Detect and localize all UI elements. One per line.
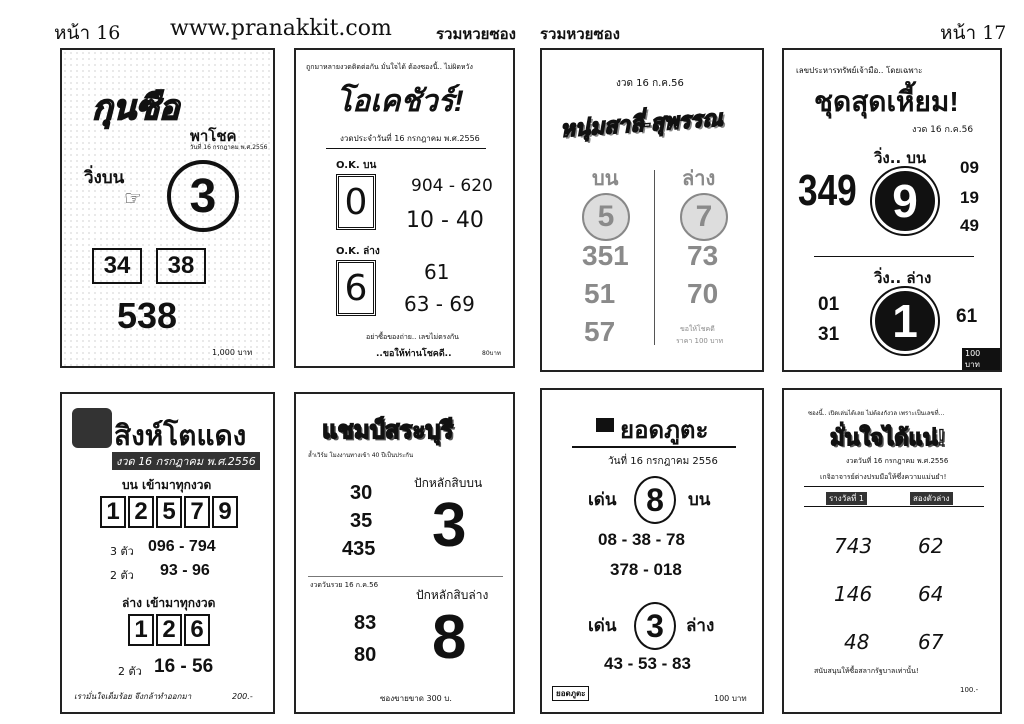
lower-number-1: 83 — [354, 612, 377, 634]
lower-left-number-1: 01 — [818, 294, 840, 315]
card-date: งวด 16 ก.ค.56 — [912, 125, 974, 135]
lower-label: ปักหลักสิบล่าง — [416, 588, 489, 602]
upper-digit-box-2 — [128, 496, 154, 528]
card-date: งวดวันที่ 16 กรกฎาคม พ.ศ.2556 — [846, 457, 949, 465]
card-date: งวดประจำวันที่ 16 กรกฎาคม พ.ศ.2556 — [340, 134, 480, 143]
column-2-label: ล่าง — [682, 168, 716, 190]
upper-line-2: 378 - 018 — [610, 560, 682, 579]
run-label: วิ่งบน — [84, 168, 125, 188]
two-digit-label: 2 ตัว — [110, 569, 134, 582]
lower-label: O.K. ล่าง — [336, 246, 380, 257]
upper-digit-box-1 — [100, 496, 126, 528]
upper-number-3: 435 — [342, 538, 376, 560]
column-1-label: รางวัลที่ 1 — [826, 492, 867, 505]
footer-note: เรามั่นใจเต็มร้อย จึงกล้าทำออกมา — [74, 692, 192, 701]
column-2-number-3: 67 — [918, 630, 944, 654]
upper-right-number-1: 09 — [960, 158, 979, 177]
footer-note: สนับสนุนให้ซื้อสลากรัฐบาลเท่านั้น! — [814, 667, 919, 675]
lower-lead: เด่น — [588, 616, 617, 635]
lower-digit-3: 6 — [190, 616, 204, 643]
column-1-number-1: 351 — [582, 240, 629, 271]
number-1: 34 — [103, 252, 131, 279]
upper-label: บน เข้ามาทุกงวด — [122, 478, 212, 492]
column-1-number-1: 743 — [834, 534, 873, 558]
divider-2 — [804, 506, 984, 507]
card-date: งวด 16 ก.ค.56 — [616, 78, 684, 89]
number-2: 38 — [167, 252, 195, 279]
top-note: ซองนี้.. เปิดเล่นได้เลย ไม่ต้องกังวล เพราะเป็นเลขที่... — [808, 410, 945, 417]
logo-icon — [596, 418, 614, 432]
page-number-left: หน้า 16 — [54, 22, 121, 44]
card-title: ชุดสุดเหี้ยม! — [814, 86, 959, 117]
column-1-label: บน — [592, 168, 619, 190]
upper-number: 0 — [344, 181, 368, 223]
upper-digit-2: 2 — [134, 498, 148, 525]
lower-main-circle — [872, 288, 938, 354]
divider — [804, 486, 984, 487]
lower-main-circle — [634, 602, 676, 650]
price: 80บาท — [482, 350, 501, 357]
column-2-number-2: 64 — [918, 582, 944, 606]
site-url[interactable]: www.pranakkit.com — [170, 16, 392, 41]
card-title: หนุ่มสาลี่-สุพรรณ — [559, 105, 724, 142]
upper-right-number-3: 49 — [960, 216, 979, 235]
upper-main-number: 9 — [892, 175, 918, 227]
upper-pair-1: 904 - 620 — [411, 176, 493, 196]
three-digit-label: 3 ตัว — [110, 545, 134, 558]
upper-main-number: 8 — [646, 481, 664, 518]
lower-line: 43 - 53 - 83 — [604, 654, 691, 673]
upper-digit-1: 1 — [106, 498, 120, 525]
column-1-number-3: 57 — [584, 316, 616, 347]
upper-main-number: 3 — [432, 491, 467, 560]
price: 1,000 บาท — [212, 348, 253, 357]
upper-digit-box-3 — [156, 496, 182, 528]
lower-digit-box-2 — [156, 614, 182, 646]
price-badge: 100 บาท — [962, 348, 1000, 372]
lower-date: งวดวันรวย 16 ก.ค.56 — [310, 581, 379, 589]
divider — [572, 446, 736, 448]
footer-note: ขอให้โชคดี — [680, 325, 715, 333]
lower-two-digit-value: 16 - 56 — [154, 656, 214, 677]
price: 100.- — [960, 686, 979, 694]
column-2-number-1: 73 — [687, 240, 719, 271]
column-divider — [654, 170, 655, 345]
number-box-1 — [92, 248, 142, 284]
lower-main-number: 3 — [646, 607, 664, 644]
lower-digit-2: 2 — [162, 616, 176, 643]
upper-number-1: 30 — [350, 482, 373, 504]
column-1-number-2: 146 — [834, 582, 873, 606]
upper-side-label: บน — [688, 490, 711, 509]
top-note: ถูกมาหลายงวดติดต่อกัน มั่นใจได้ ต้องซองนี้.. ไม่ผิดหวัง — [306, 63, 473, 71]
upper-line-1: 08 - 38 - 78 — [598, 530, 685, 549]
column-2-label: สองตัวล่าง — [910, 492, 953, 505]
upper-number-box — [336, 174, 376, 230]
lottery-card-yodphuta — [540, 388, 764, 714]
lottery-card-kunsue — [60, 48, 275, 368]
upper-digit-3: 5 — [162, 498, 176, 525]
column-1-number-2: 51 — [584, 278, 616, 309]
lottery-card-manjaidaenae — [782, 388, 1002, 714]
price: ราคา 100 บาท — [676, 337, 724, 345]
card-subtitle: พาโชค — [190, 127, 237, 145]
two-digit-value: 93 - 96 — [160, 562, 210, 579]
main-number-circle — [167, 160, 239, 232]
lottery-card-chutsudhiam — [782, 48, 1002, 372]
card-title: มั่นใจได้แน่! — [830, 425, 946, 450]
card-logo-title: ยอดภูตะ — [620, 417, 709, 444]
upper-main-circle — [872, 168, 938, 234]
main-number: 3 — [189, 169, 217, 223]
lower-number-2: 80 — [354, 644, 377, 666]
upper-right-number-2: 19 — [960, 188, 979, 207]
lower-side-label: ล่าง — [686, 616, 715, 635]
section-title-left: รวมหวยซอง — [436, 25, 516, 43]
lottery-card-champ-saraburi — [294, 392, 515, 714]
price: 200.- — [232, 692, 253, 701]
lower-main-number: 8 — [432, 603, 467, 672]
divider — [326, 148, 486, 149]
column-1-circle-number: 5 — [597, 200, 615, 233]
card-title: กุนซือ — [92, 89, 180, 127]
upper-label: O.K. บน — [336, 160, 377, 171]
lower-number-box — [336, 260, 376, 316]
lower-digit-box-3 — [184, 614, 210, 646]
lottery-card-okshua — [294, 48, 515, 368]
column-2-circle — [680, 193, 728, 241]
lower-label: ล่าง เข้ามาทุกงวด — [122, 596, 216, 610]
lower-pair-1: 61 — [424, 260, 450, 284]
upper-digit-4: 7 — [190, 498, 204, 525]
column-2-number-2: 70 — [687, 278, 719, 309]
lower-label: วิ่ง.. ล่าง — [874, 269, 932, 287]
upper-left-number: 349 — [798, 166, 857, 215]
lower-two-digit-label: 2 ตัว — [118, 665, 142, 678]
three-digit-number: 538 — [117, 295, 178, 336]
section-title-right: รวมหวยซอง — [540, 25, 620, 43]
upper-digit-box-5 — [212, 496, 238, 528]
upper-digit-5: 9 — [218, 498, 232, 525]
column-1-circle — [582, 193, 630, 241]
card-date: งวด 16 กรกฎาคม พ.ศ.2556 — [112, 452, 260, 470]
number-box-2 — [156, 248, 206, 284]
footer-logo: ยอดภูตะ — [552, 686, 589, 701]
three-digit-value: 096 - 794 — [148, 538, 216, 555]
lower-digit-box-1 — [128, 614, 154, 646]
lower-number: 6 — [344, 267, 368, 309]
top-note: เลขประหารทรัพย์เจ้ามือ.. โดยเฉพาะ — [796, 66, 923, 75]
page-number-right: หน้า 17 — [940, 22, 1007, 44]
upper-pair-2: 10 - 40 — [406, 208, 484, 233]
lower-main-number: 1 — [892, 295, 918, 347]
column-1-number-3: 48 — [844, 630, 870, 654]
price: ซองขายขาด 300 บ. — [380, 694, 452, 703]
card-date: วันที่ 16 กรกฎาคม พ.ศ.2556 — [190, 144, 268, 151]
card-title: สิงห์โตแดง — [114, 420, 247, 451]
upper-lead: เด่น — [588, 490, 617, 509]
lower-pair-2: 63 - 69 — [404, 292, 475, 316]
divider — [308, 576, 503, 577]
lottery-card-numsalee — [540, 48, 764, 372]
subtitle: เกจิอาจารย์ต่างปรมมือให้ซึ่งความแม่นยำ! — [820, 473, 947, 481]
top-note: ล้ำเวิร์ม โมงงานทางเข้า 40 ปีเป็นประกัน — [308, 452, 414, 459]
upper-digit-box-4 — [184, 496, 210, 528]
lower-right-number: 61 — [956, 306, 978, 327]
column-2-circle-number: 7 — [695, 200, 713, 233]
lottery-card-singtodaeng — [60, 392, 275, 714]
price: 100 บาท — [714, 694, 747, 703]
footer-note-2: ..ขอให้ท่านโชคดี.. — [376, 349, 452, 359]
card-date: วันที่ 16 กรกฎาคม 2556 — [608, 456, 718, 467]
lower-left-number-2: 31 — [818, 324, 840, 345]
divider — [814, 256, 974, 257]
upper-number-2: 35 — [350, 510, 373, 532]
column-2-number-1: 62 — [918, 534, 944, 558]
upper-label: ปักหลักสิบบน — [414, 476, 483, 490]
footer-note-1: อย่าซื้อของถ่าย.. เลขไม่ตรงกัน — [366, 333, 459, 341]
card-title: แชมป์สระบุรี — [322, 417, 454, 444]
card-title: โอเคชัวร์! — [336, 85, 464, 118]
lower-digit-1: 1 — [134, 616, 148, 643]
upper-label: วิ่ง.. บน — [874, 149, 927, 167]
lion-logo-icon — [72, 408, 112, 448]
pointing-hand-icon: ☞ — [124, 186, 142, 210]
upper-main-circle — [634, 476, 676, 524]
